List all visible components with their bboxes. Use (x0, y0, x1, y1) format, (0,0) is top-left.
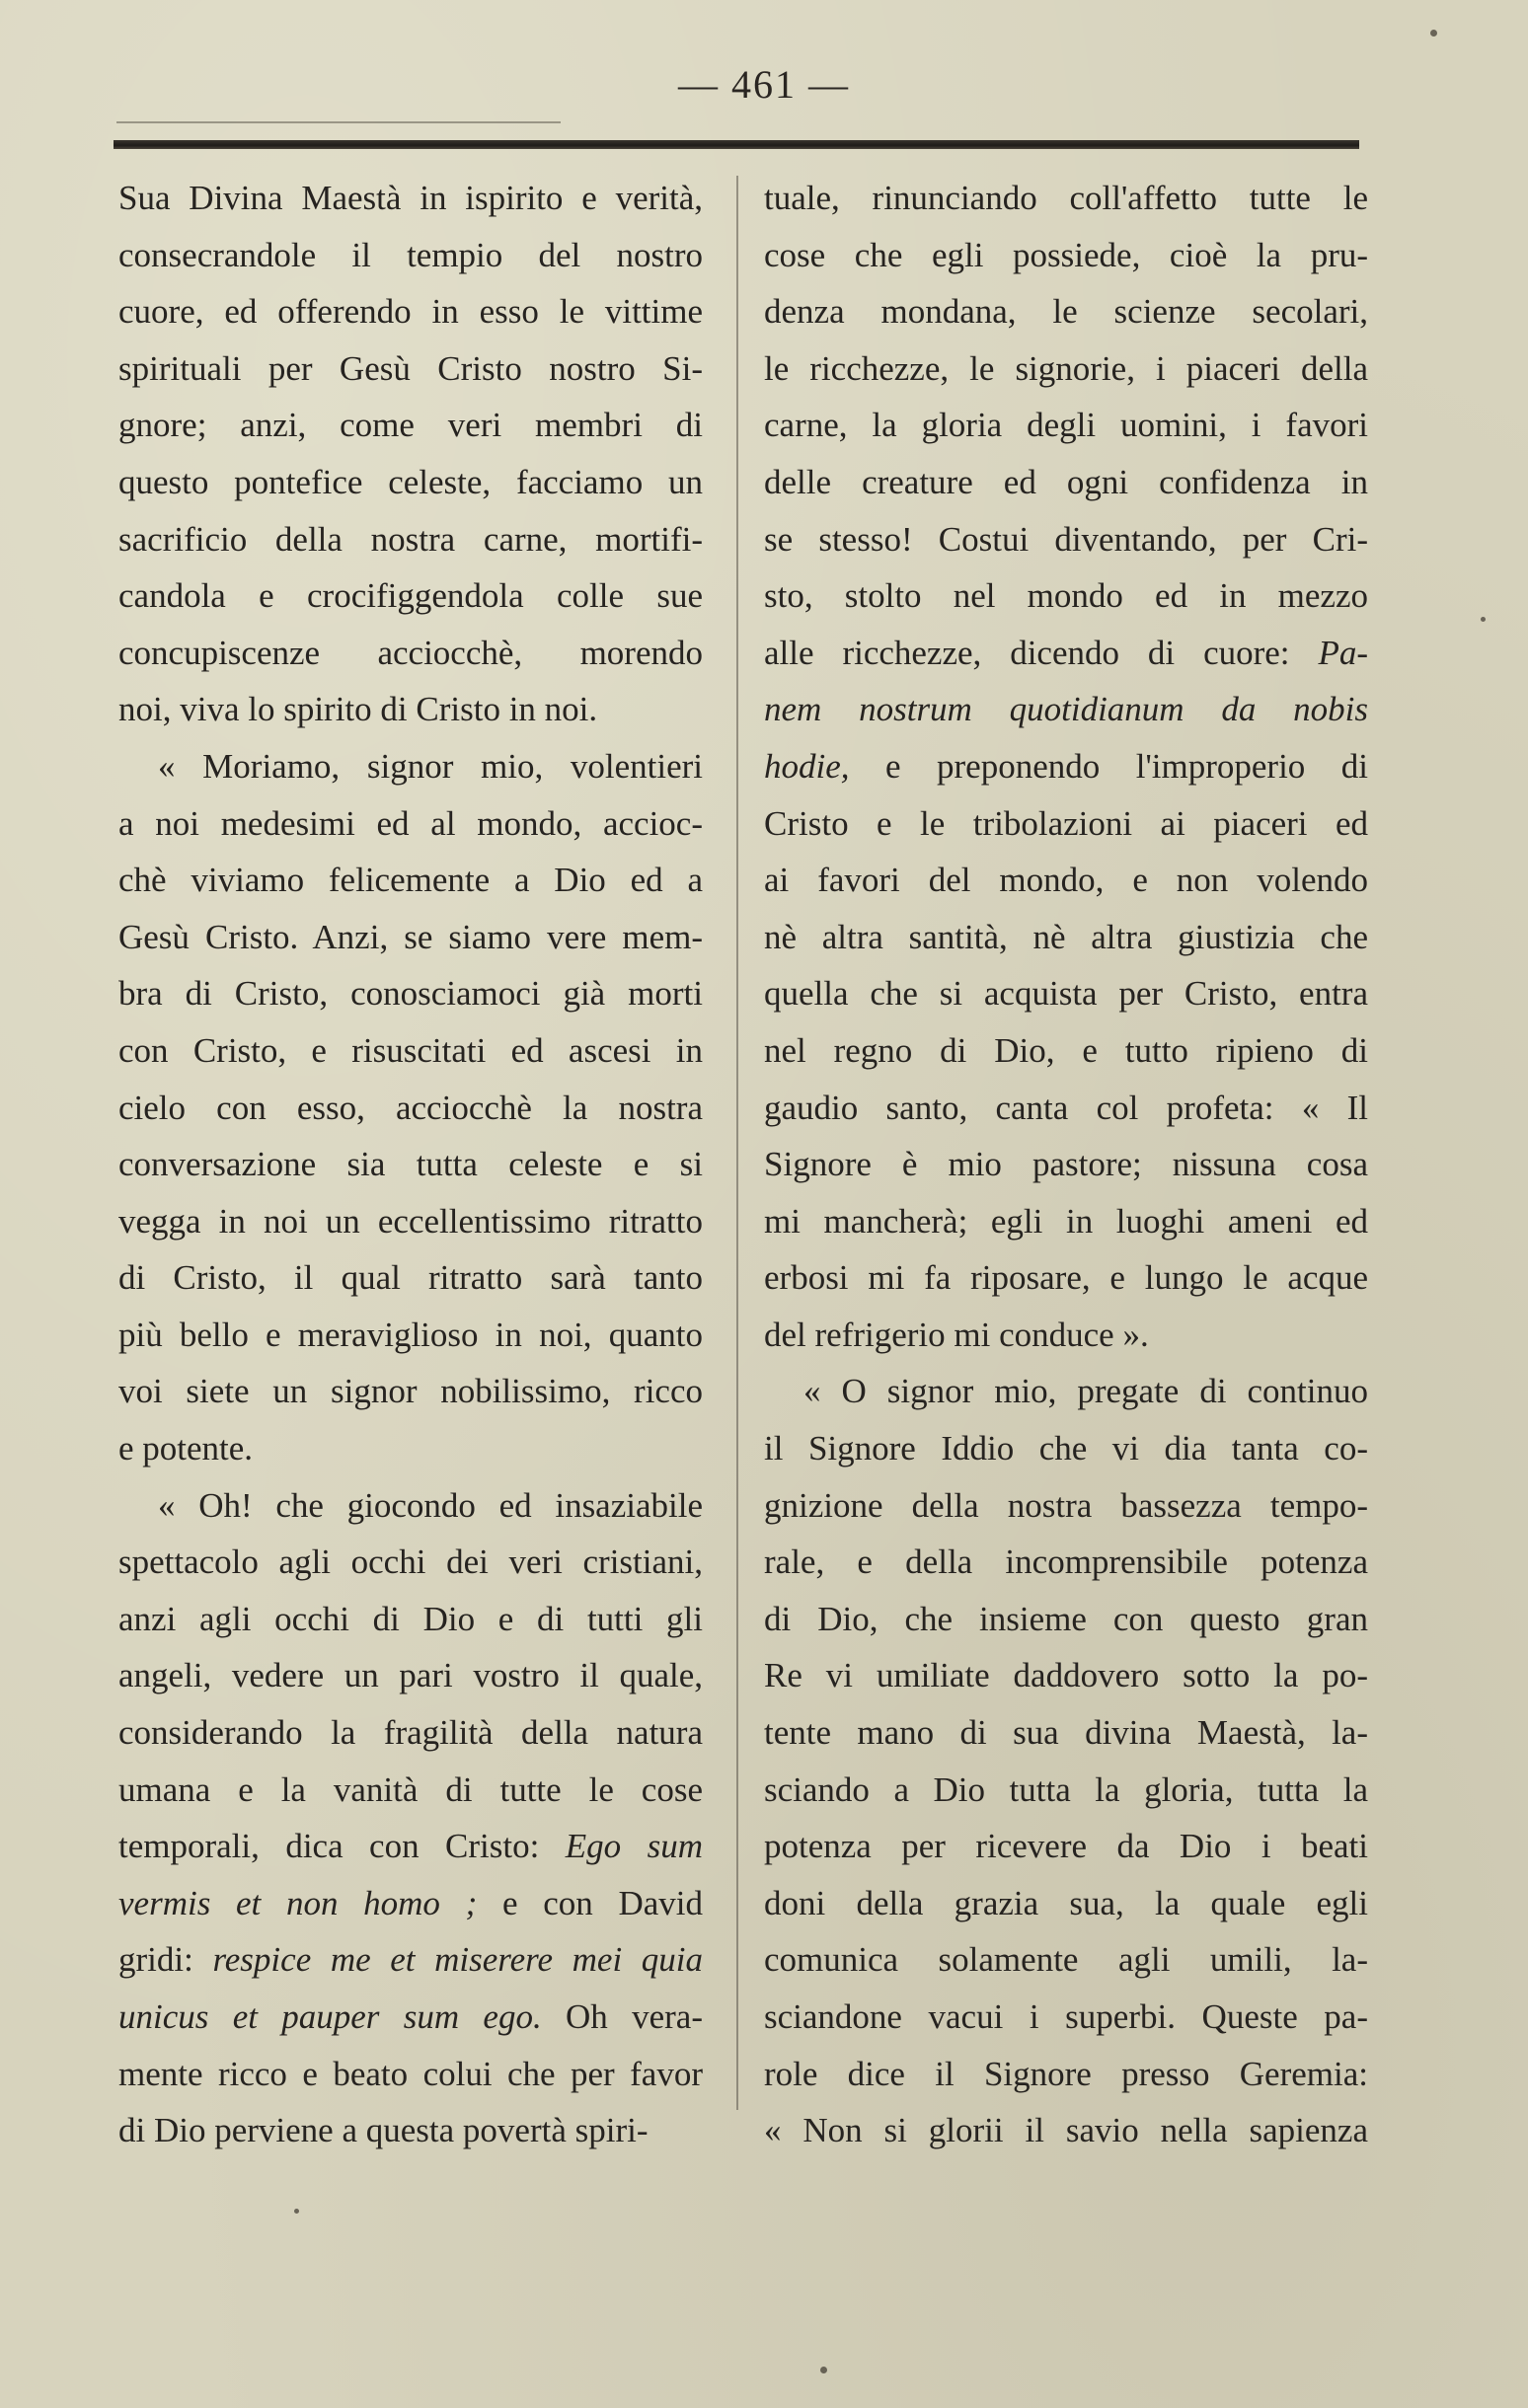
text-line (118, 625, 703, 682)
page-number: — 461 — (678, 62, 850, 107)
text-segment: sciando a Dio tutta la gloria, tutta la (764, 1769, 1368, 1809)
text-segment: mente ricco e beato colui che per favor (118, 2054, 703, 2093)
text-segment: carne, la gloria degli uomini, i favori (764, 406, 1368, 445)
right-text-column (764, 170, 1368, 2159)
text-segment: cielo con esso, acciocchè la nostra (118, 1088, 703, 1127)
text-line (764, 852, 1368, 909)
text-segment: gaudio santo, canta col profeta: « Il (764, 1088, 1368, 1127)
text-segment: le ricchezze, le signorie, i piaceri della (764, 348, 1368, 388)
text-line (764, 2046, 1368, 2103)
text-segment: mi mancherà; egli in luoghi ameni ed (764, 1201, 1368, 1241)
text-line (118, 283, 703, 340)
text-line (118, 1875, 703, 1932)
italic-text-segment: nem nostrum quotidianum da nobis (764, 690, 1368, 729)
text-line (764, 340, 1368, 398)
text-segment: vegga in noi un eccellentissimo ritratto (118, 1201, 703, 1241)
italic-text-segment: Pa- (1318, 633, 1368, 672)
text-segment: considerando la fragilità della natura (118, 1713, 703, 1753)
text-line (118, 1136, 703, 1193)
text-line (764, 1249, 1368, 1307)
text-segment: tuale, rinunciando coll'affetto tutte le (764, 179, 1368, 217)
text-line (118, 909, 703, 966)
text-line (764, 1818, 1368, 1875)
paper-speck (294, 2209, 299, 2214)
text-segment: e con David (477, 1883, 703, 1922)
text-segment: cuore, ed offerendo in esso le vittime (118, 292, 703, 332)
text-line (764, 1931, 1368, 1989)
text-segment: alle ricchezze, dicendo di cuore: (764, 633, 1319, 672)
text-segment: « Moriamo, signor mio, volentieri (158, 746, 703, 786)
text-segment: doni della grazia sua, la quale egli (764, 1883, 1368, 1922)
text-line (118, 1307, 703, 1364)
text-line (118, 1249, 703, 1307)
text-line (118, 1420, 703, 1477)
text-segment: spettacolo agli occhi dei veri cristiani, (118, 1543, 703, 1582)
text-line (118, 1931, 703, 1989)
text-segment: spirituali per Gesù Cristo nostro Si- (118, 348, 703, 388)
text-segment: « O signor mio, pregate di continuo (803, 1372, 1368, 1411)
text-segment: comunica solamente agli umili, la- (764, 1940, 1368, 1980)
text-line (118, 567, 703, 625)
text-segment: noi, viva lo spirito di Cristo in noi. (118, 690, 598, 729)
text-segment: « Non si glorii il savio nella sapienza (764, 2111, 1368, 2150)
text-segment: angeli, vedere un pari vostro il quale, (118, 1656, 703, 1695)
italic-text-segment: respice me et miserere mei quia (212, 1940, 703, 1980)
text-segment: Cristo e le tribolazioni ai piaceri ed (764, 803, 1368, 843)
text-line (764, 454, 1368, 511)
italic-text-segment: Ego sum (565, 1827, 703, 1866)
text-segment: se stesso! Costui diventando, per Cri- (764, 519, 1368, 559)
text-line (118, 681, 703, 738)
text-segment: e potente. (118, 1429, 254, 1468)
text-line (764, 1704, 1368, 1762)
text-line (118, 1363, 703, 1420)
text-line (764, 1022, 1368, 1080)
text-line (764, 909, 1368, 966)
text-line (764, 1307, 1368, 1364)
text-segment: umana e la vanità di tutte le cose (118, 1769, 703, 1809)
text-line (118, 852, 703, 909)
text-segment: questo pontefice celeste, facciamo un (118, 462, 703, 501)
text-line (118, 2102, 703, 2159)
text-line (118, 1193, 703, 1250)
text-line (118, 170, 703, 227)
text-line (118, 1080, 703, 1137)
text-line (118, 1647, 703, 1704)
text-line (764, 1989, 1368, 2046)
text-line (764, 1762, 1368, 1819)
text-segment: gridi: (118, 1940, 213, 1980)
text-line (118, 1989, 703, 2046)
text-segment: e preponendo l'improperio di (849, 746, 1368, 786)
text-line (764, 1080, 1368, 1137)
text-segment: candola e crocifiggendola colle sue (118, 576, 703, 616)
text-segment: a noi medesimi ed al mondo, accioc- (118, 803, 703, 843)
text-line (118, 1022, 703, 1080)
paper-speck (1430, 30, 1437, 37)
text-line (764, 511, 1368, 568)
header-thin-rule (116, 121, 561, 123)
text-segment: di Dio, che insieme con questo gran (764, 1599, 1368, 1638)
text-segment: voi siete un signor nobilissimo, ricco (118, 1372, 703, 1411)
text-line (764, 795, 1368, 853)
text-segment: Gesù Cristo. Anzi, se siamo vere mem- (118, 917, 703, 956)
text-segment: Re vi umiliate daddovero sotto la po- (764, 1656, 1368, 1695)
text-segment: bra di Cristo, conosciamoci già morti (118, 974, 703, 1014)
text-segment: role dice il Signore presso Geremia: (764, 2054, 1368, 2093)
text-line (764, 1136, 1368, 1193)
text-line (764, 1534, 1368, 1591)
text-line (764, 2102, 1368, 2159)
text-segment: « Oh! che giocondo ed insaziabile (158, 1485, 703, 1525)
text-line (118, 397, 703, 454)
text-line (764, 170, 1368, 227)
text-line (118, 965, 703, 1022)
italic-text-segment: vermis et non homo ; (118, 1883, 478, 1922)
text-segment: chè viviamo felicemente a Dio ed a (118, 861, 703, 900)
text-segment: potenza per ricevere da Dio i beati (764, 1827, 1368, 1866)
text-line (764, 1420, 1368, 1477)
text-segment: ai favori del mondo, e non volendo (764, 861, 1368, 900)
text-segment: nel regno di Dio, e tutto ripieno di (764, 1030, 1368, 1070)
text-segment: denza mondana, le scienze secolari, (764, 292, 1368, 332)
paper-speck (820, 2367, 827, 2373)
paper-speck (1481, 617, 1486, 622)
text-line (764, 738, 1368, 795)
text-line (118, 454, 703, 511)
text-segment: nè altra santità, nè altra giustizia che (764, 917, 1368, 956)
left-text-column (118, 170, 703, 2159)
text-line (764, 227, 1368, 284)
text-segment: gnizione della nostra bassezza tempo- (764, 1485, 1368, 1525)
text-line (118, 1762, 703, 1819)
text-line (118, 1818, 703, 1875)
column-divider (736, 176, 738, 2110)
text-segment: tente mano di sua divina Maestà, la- (764, 1713, 1368, 1753)
text-line (118, 511, 703, 568)
text-segment: consecrandole il tempio del nostro (118, 235, 703, 274)
text-line (764, 1647, 1368, 1704)
text-line (118, 1534, 703, 1591)
text-line (118, 227, 703, 284)
text-segment: erbosi mi fa riposare, e lungo le acque (764, 1258, 1368, 1298)
text-segment: conversazione sia tutta celeste e si (118, 1145, 703, 1184)
text-line (118, 2046, 703, 2103)
text-line (764, 681, 1368, 738)
text-line (118, 1591, 703, 1648)
text-line (118, 1704, 703, 1762)
text-segment: Signore è mio pastore; nissuna cosa (764, 1145, 1368, 1184)
text-line (764, 1591, 1368, 1648)
text-line (118, 738, 703, 795)
text-segment: anzi agli occhi di Dio e di tutti gli (118, 1599, 703, 1638)
italic-text-segment: hodie, (764, 746, 850, 786)
text-segment: gnore; anzi, come veri membri di (118, 406, 703, 445)
text-segment: delle creature ed ogni confidenza in (764, 462, 1368, 501)
text-line (764, 965, 1368, 1022)
text-segment: concupiscenze acciocchè, morendo (118, 633, 703, 672)
text-segment: di Cristo, il qual ritratto sarà tanto (118, 1258, 703, 1298)
text-segment: con Cristo, e risuscitati ed ascesi in (118, 1030, 703, 1070)
text-line (764, 1363, 1368, 1420)
text-segment: il Signore Iddio che vi dia tanta co- (764, 1429, 1368, 1468)
text-segment: Oh vera- (541, 1997, 703, 2036)
text-segment: sciandone vacui i superbi. Queste pa- (764, 1997, 1368, 2036)
text-segment: temporali, dica con Cristo: (118, 1827, 566, 1866)
text-line (764, 567, 1368, 625)
text-segment: rale, e della incomprensibile potenza (764, 1543, 1368, 1582)
text-segment: cose che egli possiede, cioè la pru- (764, 235, 1368, 274)
text-line (764, 625, 1368, 682)
italic-text-segment: unicus et pauper sum ego. (118, 1997, 542, 2036)
text-line (764, 283, 1368, 340)
text-segment: più bello e meraviglioso in noi, quanto (118, 1315, 703, 1354)
text-line (764, 1193, 1368, 1250)
text-segment: quella che si acquista per Cristo, entra (764, 974, 1368, 1014)
text-line (764, 1875, 1368, 1932)
text-segment: sto, stolto nel mondo ed in mezzo (764, 576, 1368, 616)
text-segment: Sua Divina Maestà in ispirito e verità, (118, 179, 703, 217)
text-line (764, 397, 1368, 454)
text-line (118, 795, 703, 853)
text-segment: sacrificio della nostra carne, mortifi- (118, 519, 703, 559)
text-segment: di Dio perviene a questa povertà spiri- (118, 2111, 649, 2150)
header-thick-rule (114, 140, 1359, 149)
text-line (764, 1477, 1368, 1535)
text-line (118, 340, 703, 398)
text-segment: del refrigerio mi conduce ». (764, 1315, 1149, 1354)
text-line (118, 1477, 703, 1535)
